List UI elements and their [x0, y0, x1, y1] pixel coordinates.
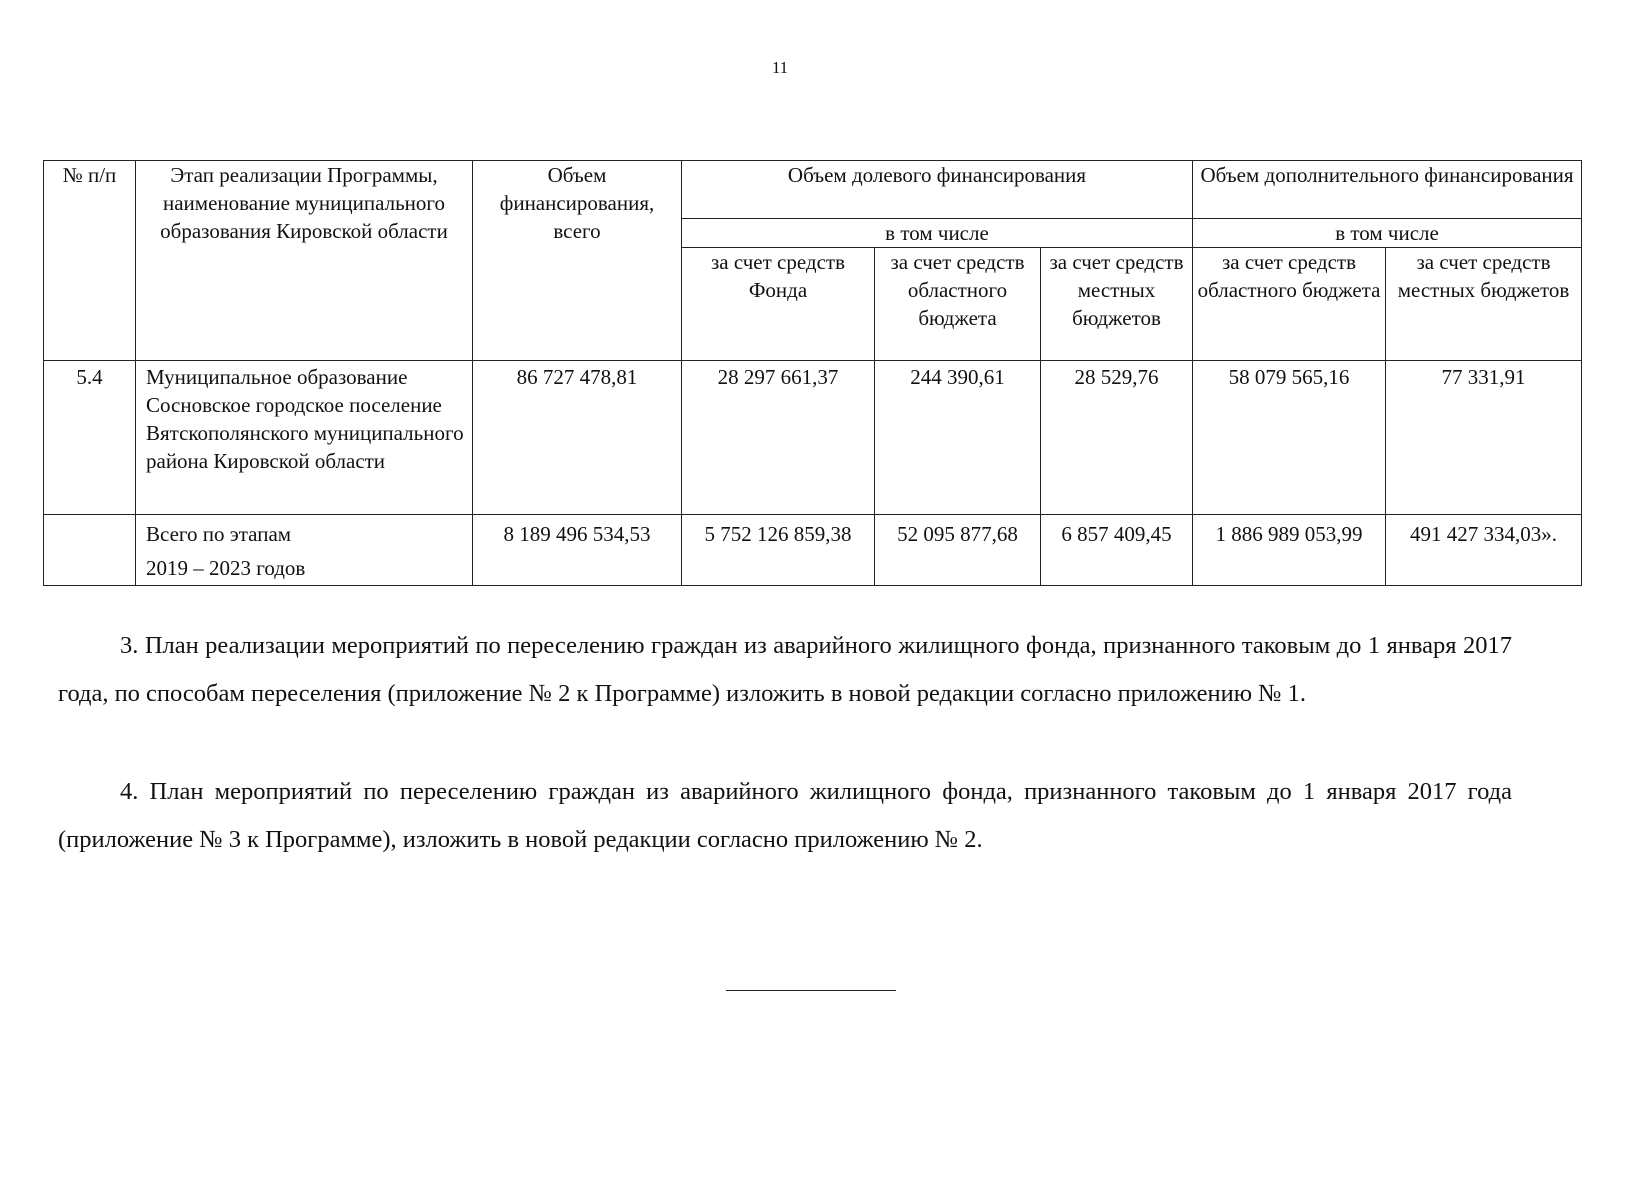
total-label-line-2: 2019 – 2023 годов: [146, 556, 306, 580]
header-total: Объем финансирования, всего: [473, 161, 682, 361]
cell-regional: 244 390,61: [875, 361, 1041, 515]
cell-total: 8 189 496 534,53: [473, 515, 682, 586]
cell-local: 6 857 409,45: [1041, 515, 1193, 586]
cell-regional: 52 095 877,68: [875, 515, 1041, 586]
header-additional-financing: Объем дополнительного финансирования: [1193, 161, 1582, 219]
cell-add-regional: 58 079 565,16: [1193, 361, 1386, 515]
header-add-local: за счет средств местных бюджетов: [1386, 248, 1582, 361]
header-local: за счет средств местных бюджетов: [1041, 248, 1193, 361]
table-row-total: [44, 515, 1582, 586]
cell-fund: 28 297 661,37: [682, 361, 875, 515]
table-header-row: [44, 161, 1582, 219]
header-no: № п/п: [44, 161, 136, 361]
header-shared-financing: Объем долевого финансирования: [682, 161, 1193, 219]
header-fund: за счет средств Фонда: [682, 248, 875, 361]
cell-add-regional: 1 886 989 053,99: [1193, 515, 1386, 586]
table-row: [44, 361, 1582, 515]
total-label-line-1: Всего по этапам: [146, 522, 292, 546]
cell-name: [136, 515, 473, 586]
page-number: 11: [771, 58, 789, 77]
cell-name: Муниципальное образование Сосновское городское поселение Вятскополянского муниципального района Кировской области: [136, 361, 473, 515]
header-shared-including: в том числе: [682, 219, 1193, 248]
cell-add-local: 491 427 334,03».: [1386, 515, 1582, 586]
cell-total: 86 727 478,81: [473, 361, 682, 515]
header-stage: Этап реализации Программы, наименование муниципального образования Кировской области: [136, 161, 473, 361]
cell-fund: 5 752 126 859,38: [682, 515, 875, 586]
header-add-regional: за счет средств областного бюджета: [1193, 248, 1386, 361]
header-additional-including: в том числе: [1193, 219, 1582, 248]
header-regional: за счет средств областного бюджета: [875, 248, 1041, 361]
cell-add-local: 77 331,91: [1386, 361, 1582, 515]
closing-rule: [726, 990, 896, 991]
paragraph-item-3: 3. План реализации мероприятий по переселению граждан из аварийного жилищного фонда, признанного таковым до 1 января 2017 года, по способам переселения (приложение № 2 к Программе) изложить в новой редакции согласно приложению № 1.: [58, 632, 1512, 707]
cell-no: 5.4: [44, 361, 136, 515]
cell-no: [44, 515, 136, 586]
paragraph-item-4: 4. План мероприятий по переселению граждан из аварийного жилищного фонда, признанного таковым до 1 января 2017 года (приложение № 3 к Программе), изложить в новой редакции согласно приложению № 2.: [58, 778, 1512, 853]
financing-table: [43, 160, 1582, 586]
cell-local: 28 529,76: [1041, 361, 1193, 515]
